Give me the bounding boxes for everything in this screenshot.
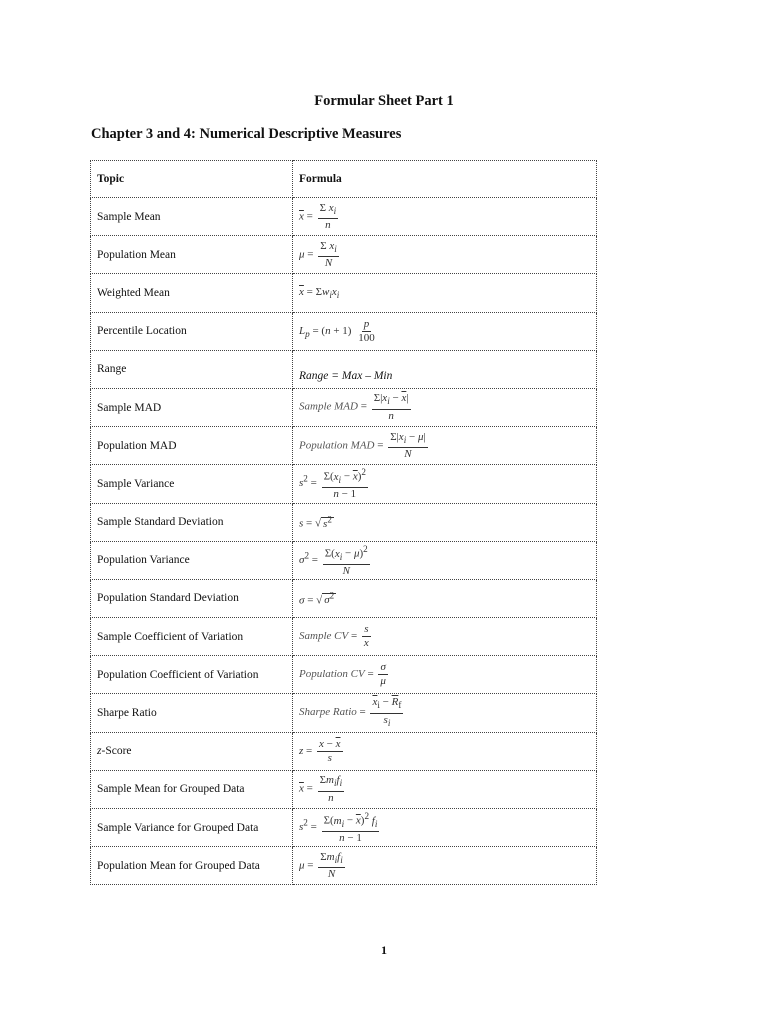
topic-cell: Percentile Location [91,312,293,350]
formula-grouped-sample-variance: $s^2$ = $\frac{\Sigma(m_i - \overline{x})^2 f_i}{n - 1}$ [293,809,597,847]
table-row [91,503,597,541]
topic-cell: Sample Coefficient of Variation [91,618,293,656]
topic-cell: Sample Variance [91,465,293,503]
formula-percentile-location: $L_p = (n + 1)$ $\frac{p}{100}$ [293,312,597,350]
topic-cell: Sharpe Ratio [91,694,293,732]
table-row [91,579,597,617]
formula-range: Range = Max – Min [293,350,597,388]
header-formula: Formula [293,161,597,198]
table-row [91,770,597,808]
topic-cell: Sample Variance for Grouped Data [91,809,293,847]
table-row [91,274,597,312]
table-row [91,847,597,885]
formula-population-mad: Population MAD = $\frac{\Sigma|x_i - \mu|}{N}$ [293,427,597,465]
table-row [91,809,597,847]
formula-sample-mean: $\overline{x}$ = $\frac{\Sigma x_i}{n}$ [293,198,597,236]
section-heading: Chapter 3 and 4: Numerical Descriptive Measures [91,126,402,142]
table-row [91,541,597,579]
topic-cell: Population Variance [91,541,293,579]
topic-cell: Population Mean [91,236,293,274]
formula-table [90,160,597,885]
table-row [91,198,597,236]
topic-cell: Sample Mean [91,198,293,236]
formula-weighted-mean: $\overline{x} = \Sigma w_ix_i$ [293,274,597,312]
table-row [91,694,597,732]
formula-population-sd: σ = √ $\sigma^2$ [293,579,597,617]
formula-sample-sd: s = √ $s^2$ [293,503,597,541]
topic-cell: Population MAD [91,427,293,465]
formula-grouped-sample-mean: $\overline{x}$ = $\frac{\Sigma m_if_i}{n}$ [293,770,597,808]
table-row [91,236,597,274]
formula-population-mean: μ = $\frac{\Sigma x_i}{N}$ [293,236,597,274]
topic-cell: Sample MAD [91,388,293,426]
table-row [91,618,597,656]
table-row [91,732,597,770]
table-row [91,350,597,388]
table-row [91,427,597,465]
formula-population-cv: Population CV = $\frac{\sigma}{\mu}$ [293,656,597,694]
table-header-row [91,161,597,198]
formula-population-variance: $\sigma^2$ = $\frac{\Sigma(x_i - \mu)^2}{N}$ [293,541,597,579]
formula-sample-cv: Sample CV = $\frac{s}{x}$ [293,618,597,656]
topic-cell: Sample Standard Deviation [91,503,293,541]
topic-cell: Population Standard Deviation [91,579,293,617]
table-row [91,388,597,426]
topic-cell: Population Mean for Grouped Data [91,847,293,885]
page-number: 1 [381,943,387,957]
table-row [91,465,597,503]
topic-cell: Population Coefficient of Variation [91,656,293,694]
formula-sharpe-ratio: Sharpe Ratio = $\frac{\overline{x}_i - \overline{R}_f}{s_i}$ [293,694,597,732]
topic-cell: Range [91,350,293,388]
formula-grouped-population-mean: μ = $\frac{\Sigma m_if_i}{N}$ [293,847,597,885]
page-title: Formular Sheet Part 1 [314,93,454,109]
topic-cell: Sample Mean for Grouped Data [91,770,293,808]
table-row [91,312,597,350]
topic-cell: Weighted Mean [91,274,293,312]
formula-z-score: z = $\frac{x - \overline{x}}{s}$ [293,732,597,770]
topic-cell: z-Score [91,732,293,770]
table-row [91,656,597,694]
formula-sample-variance: $s^2$ = $\frac{\Sigma(x_i - \overline{x})^2}{n - 1}$ [293,465,597,503]
header-topic: Topic [91,161,293,198]
formula-sample-mad: Sample MAD = $\frac{\Sigma|x_i - \overline{x}|}{n}$ [293,388,597,426]
